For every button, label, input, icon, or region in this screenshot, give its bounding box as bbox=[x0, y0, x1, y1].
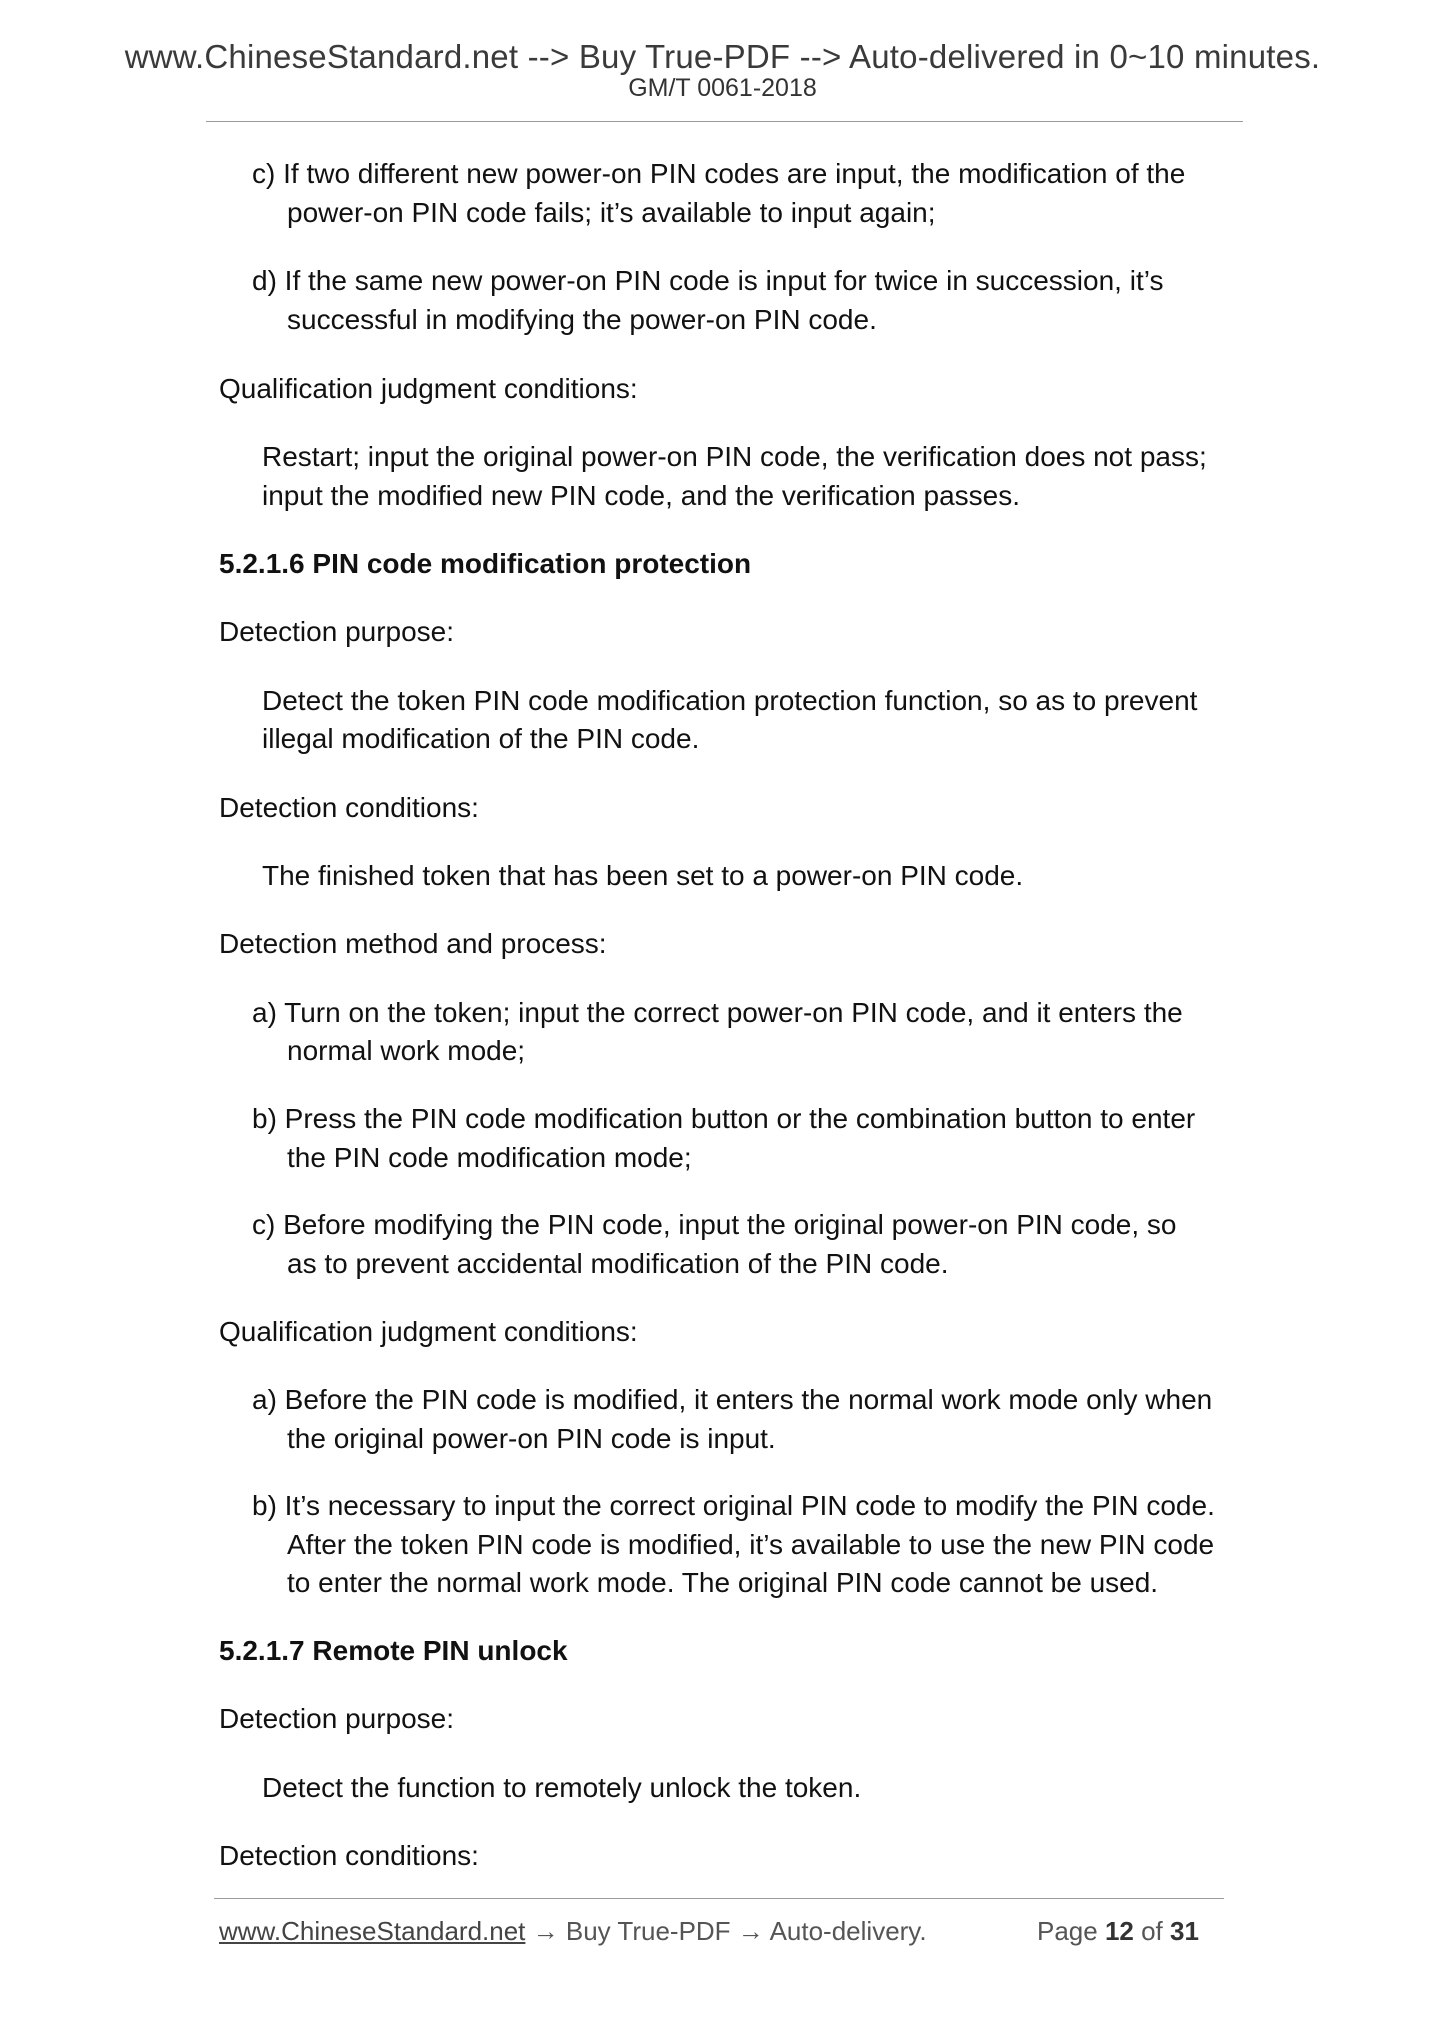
detection-purpose-text-continued: illegal modification of the PIN code. bbox=[262, 723, 700, 754]
method-item-a: a) Turn on the token; input the correct power-on PIN code, and it enters the bbox=[252, 997, 1183, 1028]
header-divider bbox=[206, 121, 1243, 122]
qualification-item-a: a) Before the PIN code is modified, it enters the normal work mode only when bbox=[252, 1384, 1213, 1415]
document-code: GM/T 0061-2018 bbox=[628, 74, 817, 102]
list-item-c-continued: power-on PIN code fails; it’s available to input again; bbox=[287, 197, 936, 228]
page-word: Page bbox=[1037, 1916, 1105, 1946]
detection-method-label: Detection method and process: bbox=[219, 928, 607, 959]
list-item-d: d) If the same new power-on PIN code is input for twice in succession, it’s bbox=[252, 265, 1164, 296]
detection-purpose-text: Detect the token PIN code modification protection function, so as to prevent bbox=[262, 685, 1198, 716]
detection-purpose-text-2: Detect the function to remotely unlock the token. bbox=[262, 1772, 862, 1803]
qualification-label-2: Qualification judgment conditions: bbox=[219, 1316, 638, 1347]
method-item-c: c) Before modifying the PIN code, input the original power-on PIN code, so bbox=[252, 1209, 1177, 1240]
page-total: 31 bbox=[1170, 1916, 1199, 1946]
section-heading-5216: 5.2.1.6 PIN code modification protection bbox=[219, 548, 752, 579]
qualification-item-b-continued: After the token PIN code is modified, it’s available to use the new PIN code bbox=[287, 1529, 1215, 1560]
qualification-text-continued: input the modified new PIN code, and the verification passes. bbox=[262, 480, 1020, 511]
detection-conditions-text: The finished token that has been set to a power-on PIN code. bbox=[262, 860, 1024, 891]
method-item-b: b) Press the PIN code modification button or the combination button to enter bbox=[252, 1103, 1196, 1134]
detection-conditions-label: Detection conditions: bbox=[219, 792, 479, 823]
qualification-item-a-continued: the original power-on PIN code is input. bbox=[287, 1423, 776, 1454]
detection-purpose-label: Detection purpose: bbox=[219, 616, 455, 647]
page-number: 12 bbox=[1104, 1916, 1134, 1946]
of-word: of bbox=[1133, 1916, 1171, 1946]
footer-divider bbox=[214, 1898, 1224, 1899]
header-banner: www.ChineseStandard.net --> Buy True-PDF --> Auto-delivered in 0~10 minutes. bbox=[124, 38, 1321, 75]
qualification-item-b-continued-2: to enter the normal work mode. The original PIN code cannot be used. bbox=[287, 1567, 1159, 1598]
qualification-label: Qualification judgment conditions: bbox=[219, 373, 638, 404]
page-indicator bbox=[1037, 1914, 1199, 1948]
detection-conditions-label-2: Detection conditions: bbox=[219, 1840, 479, 1871]
detection-purpose-label-2: Detection purpose: bbox=[219, 1703, 455, 1734]
method-item-c-continued: as to prevent accidental modification of the PIN code. bbox=[287, 1248, 949, 1279]
footer-tagline: → Buy True-PDF → Auto-delivery. bbox=[525, 1916, 927, 1946]
list-item-d-continued: successful in modifying the power-on PIN code. bbox=[287, 304, 877, 335]
method-item-a-continued: normal work mode; bbox=[287, 1035, 526, 1066]
footer-website-link[interactable]: www.ChineseStandard.net bbox=[219, 1916, 526, 1946]
qualification-text: Restart; input the original power-on PIN code, the verification does not pass; bbox=[262, 441, 1207, 472]
qualification-item-b: b) It’s necessary to input the correct original PIN code to modify the PIN code. bbox=[252, 1490, 1215, 1521]
section-heading-5217: 5.2.1.7 Remote PIN unlock bbox=[219, 1635, 568, 1666]
method-item-b-continued: the PIN code modification mode; bbox=[287, 1142, 692, 1173]
list-item-c: c) If two different new power-on PIN codes are input, the modification of the bbox=[252, 158, 1186, 189]
footer-left bbox=[219, 1914, 927, 1948]
